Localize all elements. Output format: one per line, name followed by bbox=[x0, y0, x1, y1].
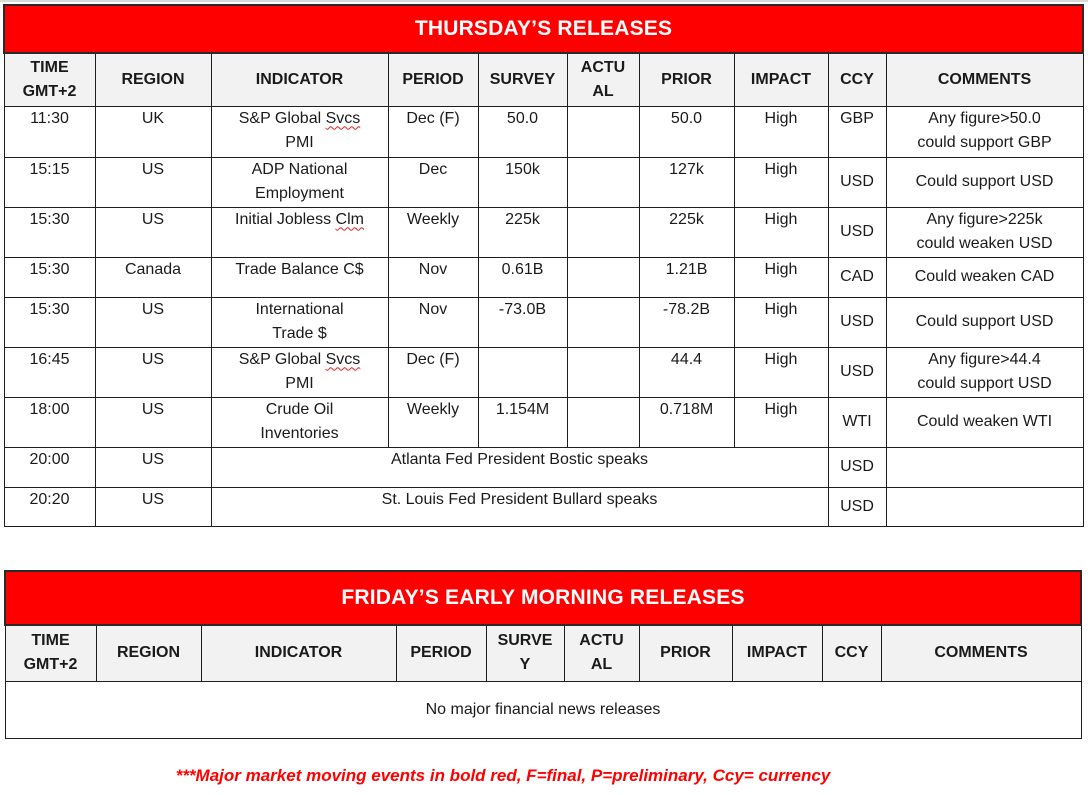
prior-cell: 0.718M bbox=[639, 397, 734, 447]
actual-cell bbox=[567, 207, 639, 257]
ccy-cell: USD bbox=[828, 297, 886, 347]
prior-cell: 1.21B bbox=[639, 257, 734, 297]
region-cell: US bbox=[95, 487, 211, 526]
indicator-cell: Initial Jobless Clm bbox=[211, 207, 388, 257]
actual-cell bbox=[567, 297, 639, 347]
period-cell: Nov bbox=[388, 257, 478, 297]
col-header-impact: IMPACT bbox=[734, 53, 828, 106]
time-cell: 11:30 bbox=[4, 106, 95, 157]
time-cell: 15:15 bbox=[4, 157, 95, 207]
thursday-title: THURSDAY’S RELEASES bbox=[4, 5, 1083, 53]
survey-cell: 50.0 bbox=[478, 106, 567, 157]
spellcheck-underline: Svcs bbox=[325, 350, 361, 368]
survey-cell: 150k bbox=[478, 157, 567, 207]
period-cell: Dec (F) bbox=[388, 347, 478, 397]
actual-cell bbox=[567, 347, 639, 397]
col-header-region: REGION bbox=[96, 625, 201, 681]
col-header-comments: COMMENTS bbox=[886, 53, 1083, 106]
indicator-cell: International Trade $ bbox=[211, 297, 388, 347]
table-row bbox=[4, 106, 1083, 157]
friday-title: FRIDAY’S EARLY MORNING RELEASES bbox=[5, 571, 1081, 625]
impact-cell: High bbox=[734, 297, 828, 347]
period-cell: Weekly bbox=[388, 207, 478, 257]
region-cell: US bbox=[95, 157, 211, 207]
comments-cell: Could support USD bbox=[886, 297, 1083, 347]
period-cell: Dec (F) bbox=[388, 106, 478, 157]
impact-cell: High bbox=[734, 257, 828, 297]
col-header-time: TIME GMT+2 bbox=[5, 625, 96, 681]
event-cell: Atlanta Fed President Bostic speaks bbox=[211, 447, 828, 487]
region-cell: Canada bbox=[95, 257, 211, 297]
table-row bbox=[4, 157, 1083, 207]
comments-cell bbox=[886, 447, 1083, 487]
period-cell: Nov bbox=[388, 297, 478, 347]
impact-cell: High bbox=[734, 207, 828, 257]
spellcheck-underline: Clm bbox=[335, 210, 364, 228]
thursday-releases-table bbox=[3, 4, 1084, 527]
comments-cell: Any figure>44.4 could support USD bbox=[886, 347, 1083, 397]
no-releases-message: No major financial news releases bbox=[5, 681, 1081, 738]
col-header-impact: IMPACT bbox=[732, 625, 822, 681]
ccy-cell: USD bbox=[828, 347, 886, 397]
empty-message-row bbox=[5, 681, 1081, 738]
time-cell: 15:30 bbox=[4, 257, 95, 297]
survey-cell bbox=[478, 347, 567, 397]
col-header-comments: COMMENTS bbox=[881, 625, 1081, 681]
table-row bbox=[4, 347, 1083, 397]
actual-cell bbox=[567, 106, 639, 157]
col-header-region: REGION bbox=[95, 53, 211, 106]
col-header-survey: SURVEY bbox=[478, 53, 567, 106]
ccy-cell: USD bbox=[828, 487, 886, 526]
time-cell: 20:00 bbox=[4, 447, 95, 487]
region-cell: US bbox=[95, 397, 211, 447]
time-cell: 16:45 bbox=[4, 347, 95, 397]
comments-cell: Could weaken CAD bbox=[886, 257, 1083, 297]
ccy-cell: CAD bbox=[828, 257, 886, 297]
ccy-cell: GBP bbox=[828, 106, 886, 157]
comments-cell bbox=[886, 487, 1083, 526]
speech-row bbox=[4, 447, 1083, 487]
impact-cell: High bbox=[734, 106, 828, 157]
region-cell: US bbox=[95, 207, 211, 257]
actual-cell bbox=[567, 257, 639, 297]
ccy-cell: USD bbox=[828, 207, 886, 257]
friday-column-headers bbox=[5, 625, 1081, 681]
impact-cell: High bbox=[734, 347, 828, 397]
time-cell: 18:00 bbox=[4, 397, 95, 447]
time-cell: 15:30 bbox=[4, 207, 95, 257]
col-header-ccy: CCY bbox=[822, 625, 881, 681]
col-header-period: PERIOD bbox=[396, 625, 486, 681]
spellcheck-underline: Svcs bbox=[325, 109, 361, 127]
thursday-column-headers bbox=[4, 53, 1083, 106]
time-cell: 15:30 bbox=[4, 297, 95, 347]
survey-cell: 0.61B bbox=[478, 257, 567, 297]
actual-cell bbox=[567, 157, 639, 207]
comments-cell: Any figure>50.0 could support GBP bbox=[886, 106, 1083, 157]
col-header-indicator: INDICATOR bbox=[201, 625, 396, 681]
survey-cell: -73.0B bbox=[478, 297, 567, 347]
indicator-cell: Crude Oil Inventories bbox=[211, 397, 388, 447]
top-border bbox=[0, 0, 1088, 2]
footnote: ***Major market moving events in bold red, F=final, P=preliminary, Ccy= currency bbox=[175, 766, 831, 785]
table-row bbox=[4, 397, 1083, 447]
prior-cell: 50.0 bbox=[639, 106, 734, 157]
col-header-ccy: CCY bbox=[828, 53, 886, 106]
ccy-cell: USD bbox=[828, 447, 886, 487]
comments-cell: Could weaken WTI bbox=[886, 397, 1083, 447]
region-cell: US bbox=[95, 297, 211, 347]
indicator-cell: ADP National Employment bbox=[211, 157, 388, 207]
comments-cell: Could support USD bbox=[886, 157, 1083, 207]
survey-cell: 225k bbox=[478, 207, 567, 257]
prior-cell: -78.2B bbox=[639, 297, 734, 347]
survey-cell: 1.154M bbox=[478, 397, 567, 447]
col-header-actual: ACTU AL bbox=[564, 625, 639, 681]
time-cell: 20:20 bbox=[4, 487, 95, 526]
prior-cell: 225k bbox=[639, 207, 734, 257]
speech-row bbox=[4, 487, 1083, 526]
ccy-cell: USD bbox=[828, 157, 886, 207]
event-cell: St. Louis Fed President Bullard speaks bbox=[211, 487, 828, 526]
prior-cell: 44.4 bbox=[639, 347, 734, 397]
col-header-survey: SURVE Y bbox=[486, 625, 564, 681]
region-cell: US bbox=[95, 447, 211, 487]
impact-cell: High bbox=[734, 397, 828, 447]
table-row bbox=[4, 297, 1083, 347]
friday-releases-table bbox=[4, 570, 1082, 739]
table-row bbox=[4, 257, 1083, 297]
comments-cell: Any figure>225k could weaken USD bbox=[886, 207, 1083, 257]
col-header-period: PERIOD bbox=[388, 53, 478, 106]
indicator-cell: S&P Global Svcs PMI bbox=[211, 106, 388, 157]
period-cell: Weekly bbox=[388, 397, 478, 447]
col-header-time: TIME GMT+2 bbox=[4, 53, 95, 106]
col-header-actual: ACTU AL bbox=[567, 53, 639, 106]
prior-cell: 127k bbox=[639, 157, 734, 207]
region-cell: UK bbox=[95, 106, 211, 157]
col-header-prior: PRIOR bbox=[639, 625, 732, 681]
actual-cell bbox=[567, 397, 639, 447]
indicator-cell: Trade Balance C$ bbox=[211, 257, 388, 297]
indicator-cell: S&P Global Svcs PMI bbox=[211, 347, 388, 397]
col-header-indicator: INDICATOR bbox=[211, 53, 388, 106]
ccy-cell: WTI bbox=[828, 397, 886, 447]
col-header-prior: PRIOR bbox=[639, 53, 734, 106]
period-cell: Dec bbox=[388, 157, 478, 207]
impact-cell: High bbox=[734, 157, 828, 207]
region-cell: US bbox=[95, 347, 211, 397]
table-row bbox=[4, 207, 1083, 257]
